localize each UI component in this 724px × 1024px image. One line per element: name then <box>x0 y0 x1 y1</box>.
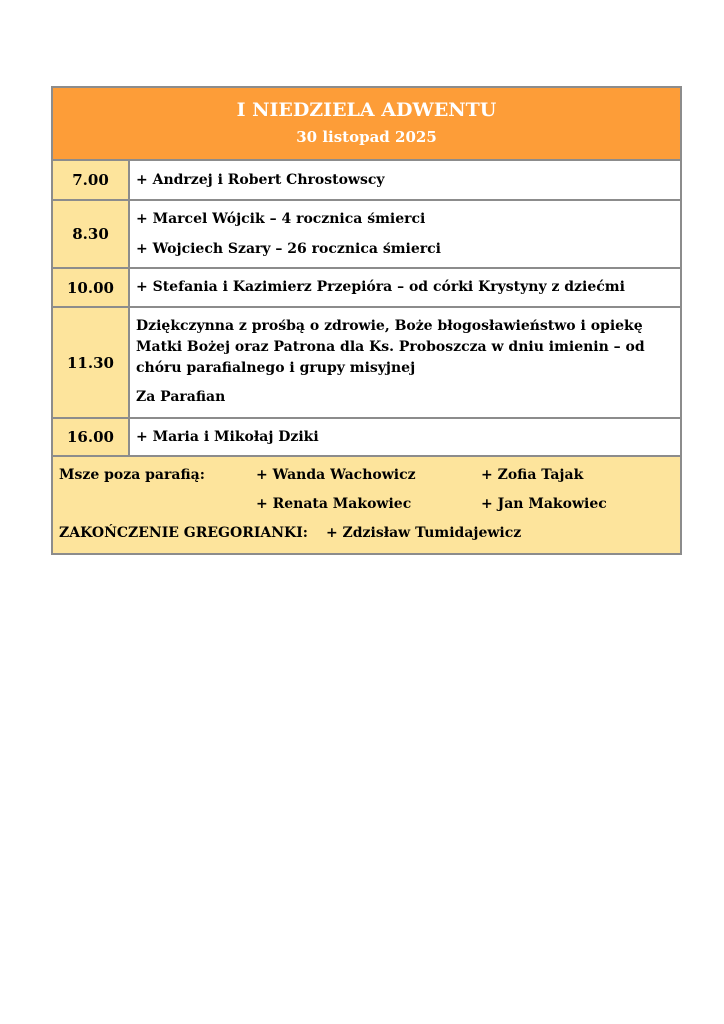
mass-intentions <box>130 161 680 199</box>
schedule-header <box>53 88 680 161</box>
intention: + Stefania i Kazimierz Przepióra – od córki Krystyny z dziećmi <box>136 279 625 295</box>
intention: + Maria i Mikołaj Dziki <box>136 428 319 445</box>
intention: + Marcel Wójcik – 4 rocznica śmierci <box>136 211 426 227</box>
schedule-date: 30 listopad 2025 <box>296 128 437 146</box>
outside-mass: + Zofia Tajak <box>481 467 584 483</box>
mass-time: 8.30 <box>53 201 130 267</box>
schedule-footer <box>53 457 680 553</box>
page-title: I NIEDZIELA ADWENTU <box>236 99 497 121</box>
mass-intentions <box>130 419 680 455</box>
mass-time: 7.00 <box>53 161 130 199</box>
outside-mass: + Renata Makowiec <box>256 496 412 512</box>
table-row <box>53 201 680 269</box>
outside-masses-line <box>59 461 674 490</box>
table-row <box>53 269 680 308</box>
table-row <box>53 419 680 457</box>
table-row <box>53 161 680 201</box>
mass-schedule-table <box>51 86 682 555</box>
mass-intentions <box>130 201 680 267</box>
gregorian-label: ZAKOŃCZENIE GREGORIANKI: <box>59 525 308 541</box>
outside-masses-label: Msze poza parafią: <box>59 467 205 483</box>
spacer <box>59 490 256 519</box>
gregorian-line <box>59 519 674 548</box>
mass-time: 11.30 <box>53 308 130 417</box>
outside-masses-line <box>59 490 674 519</box>
gregorian-name: + Zdzisław Tumidajewicz <box>325 525 522 541</box>
mass-time: 10.00 <box>53 269 130 306</box>
intention: + Andrzej i Robert Chrostowscy <box>136 171 385 188</box>
mass-time: 16.00 <box>53 419 130 455</box>
intention: Za Parafian <box>136 389 226 405</box>
intention: + Wojciech Szary – 26 rocznica śmierci <box>136 241 441 257</box>
mass-intentions <box>130 308 680 417</box>
intention: Dziękczynna z prośbą o zdrowie, Boże błogosławieństwo i opiekę Matki Bożej oraz Patrona dla Ks. Proboszcza w dniu imienin – od chóru parafialnego i grupy misyjnej <box>136 318 645 376</box>
outside-mass: + Wanda Wachowicz <box>256 467 416 483</box>
mass-intentions <box>130 269 680 306</box>
outside-mass: + Jan Makowiec <box>481 496 607 512</box>
table-row <box>53 308 680 419</box>
